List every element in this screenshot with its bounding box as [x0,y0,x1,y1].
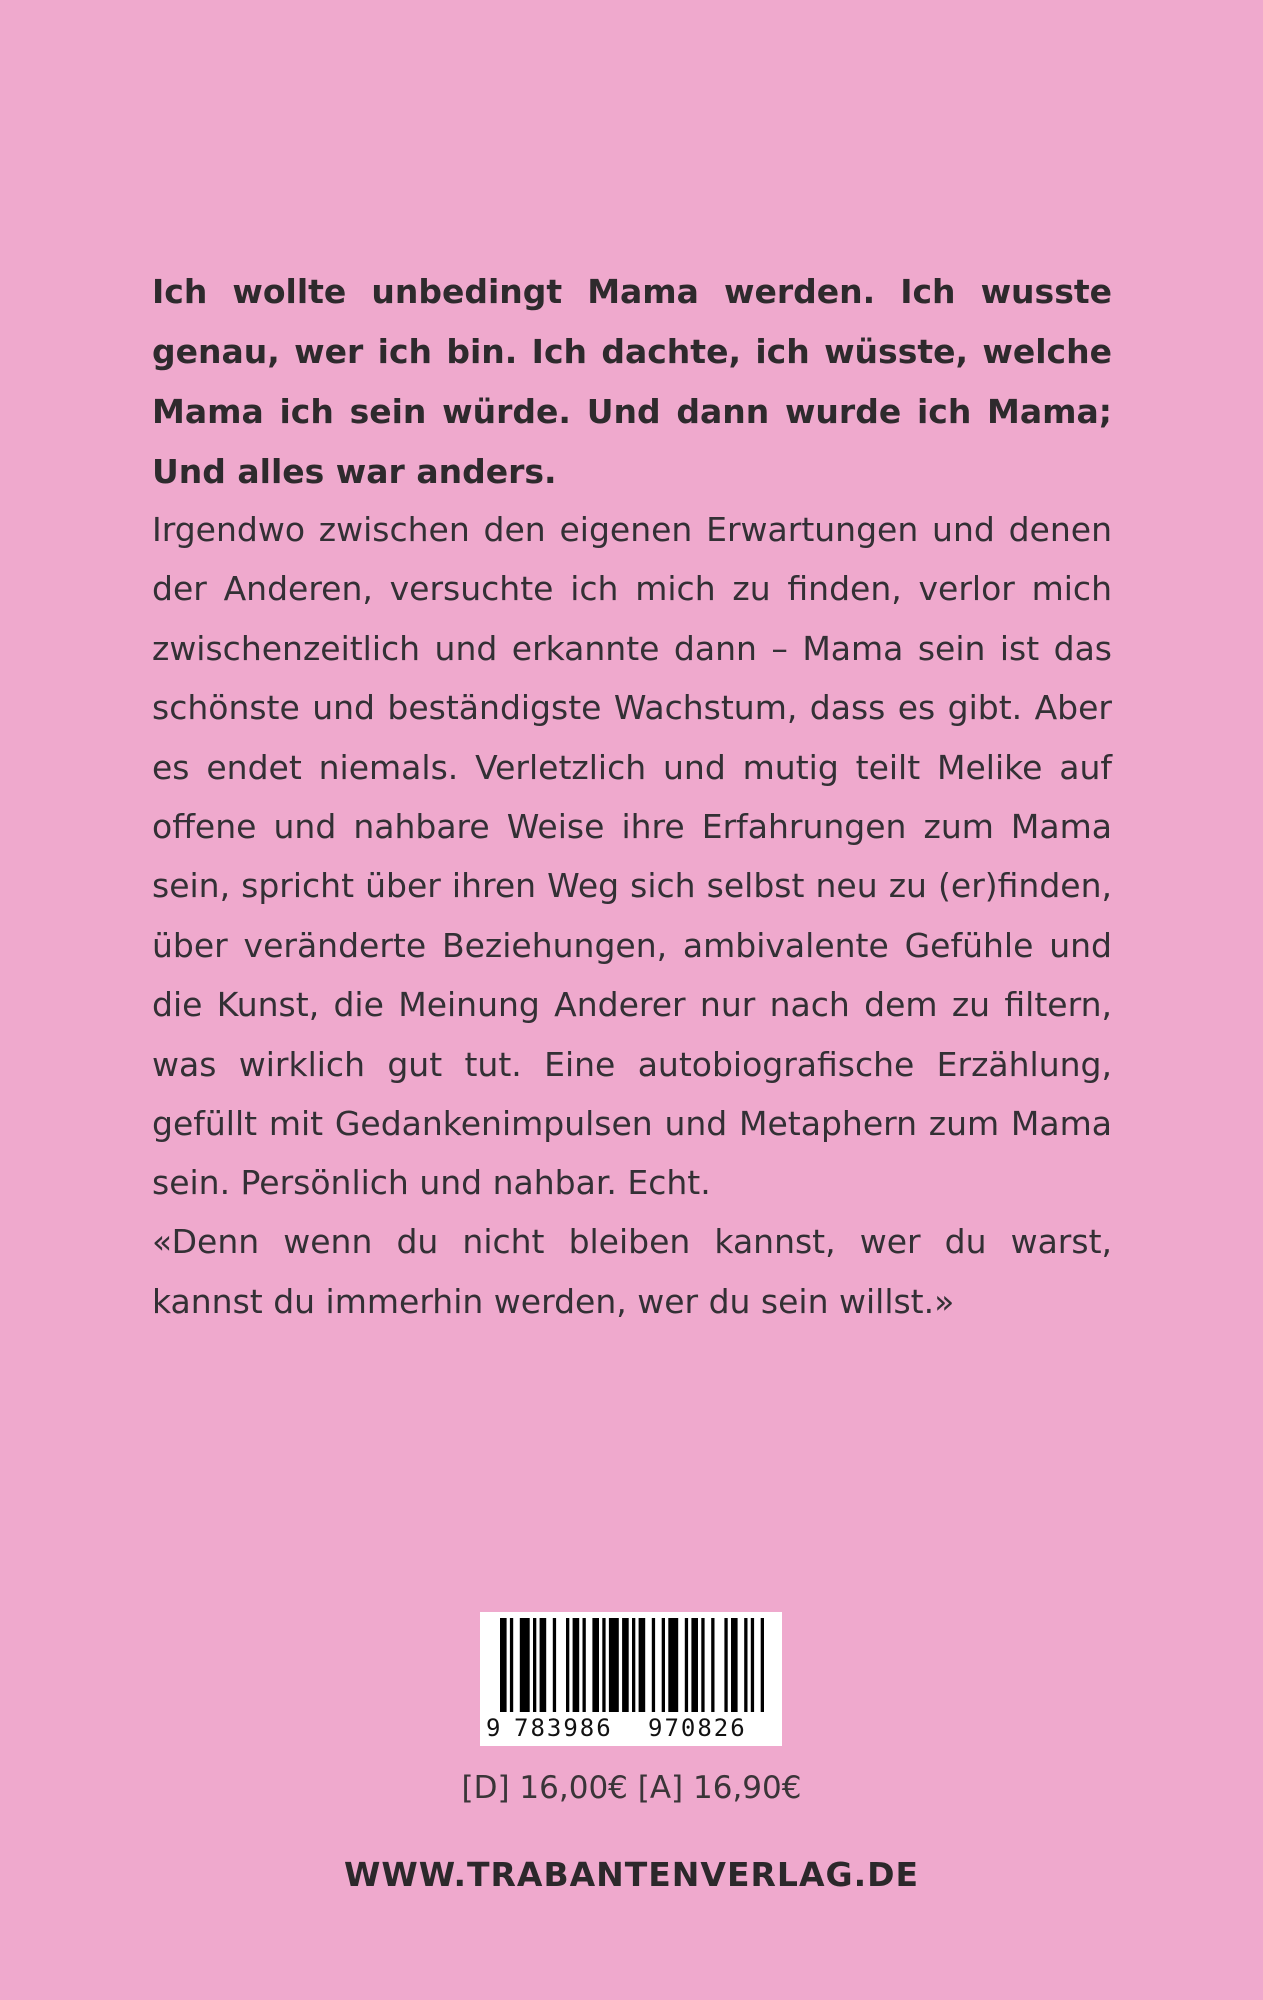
barcode-bar [520,1618,530,1712]
barcode-bar [724,1618,727,1712]
barcode-bar [711,1618,714,1712]
barcode-bar [540,1618,547,1712]
publisher-website: WWW.TRABANTENVERLAG.DE [343,1855,920,1894]
barcode-bar [566,1618,569,1712]
barcode-bar [668,1618,678,1712]
barcode-bar [510,1618,513,1712]
barcode-bar [652,1618,655,1712]
barcode-bar [500,1618,507,1712]
barcode-bar [701,1618,704,1712]
barcode-bar [691,1618,698,1712]
barcode-bar [751,1618,754,1712]
barcode-bar [592,1618,599,1712]
barcode-bar [744,1618,747,1712]
barcode-bar [583,1618,586,1712]
isbn-number [480,1714,782,1744]
barcode-bar [632,1618,635,1712]
barcode-bar [731,1618,738,1712]
barcode-bar [609,1618,619,1712]
price-label: [D] 16,00€ [A] 16,90€ [461,1770,802,1806]
isbn-first-digit: 9 [486,1714,501,1742]
barcode-bar [553,1618,556,1712]
quote-paragraph: «Denn wenn du nicht bleiben kannst, wer du warst, kannst du immerhin werden, wer du sein willst.» [152,1222,1112,1321]
lead-paragraph: Ich wollte unbedingt Mama werden. Ich wusste genau, wer ich bin. Ich dachte, ich wüsste, welche Mama ich sein würde. Und dann wurde ich Mama; Und alles war anders. [152,272,1112,491]
barcode-bar [533,1618,536,1712]
barcode-bar [622,1618,629,1712]
barcode-bar [761,1618,764,1712]
barcode-bar [639,1618,646,1712]
blurb-paragraph: Irgendwo zwischen den eigenen Erwartungen und denen der Anderen, versuchte ich mich zu finden, verlor mich zwischenzeitlich und erkannte dann – Mama sein ist das schönste und beständigste Wachstum, dass es gibt. Aber es endet niemals. Verletzlich und mutig teilt Melike auf offene und nahbare Weise ihre Erfahrungen zum Mama sein, spricht über ihren Weg sich selbst neu zu (er)finden, über veränderte Beziehungen, ambivalente Gefühle und die Kunst, die Meinung Anderer nur nach dem zu filtern, was wirklich gut tut. Eine autobiografische Erzählung, gefüllt mit Gedankenimpulsen und Metaphern zum Mama sein. Persönlich und nahbar. Echt. [152,510,1112,1203]
isbn-right-group: 970826 [648,1714,747,1742]
barcode-bar [573,1618,580,1712]
isbn-left-group: 783986 [514,1714,613,1742]
barcode-bar [602,1618,605,1712]
isbn-barcode [480,1612,782,1746]
barcode-bars-graphic [480,1612,782,1716]
barcode-bar [685,1618,688,1712]
barcode-bar [662,1618,665,1712]
